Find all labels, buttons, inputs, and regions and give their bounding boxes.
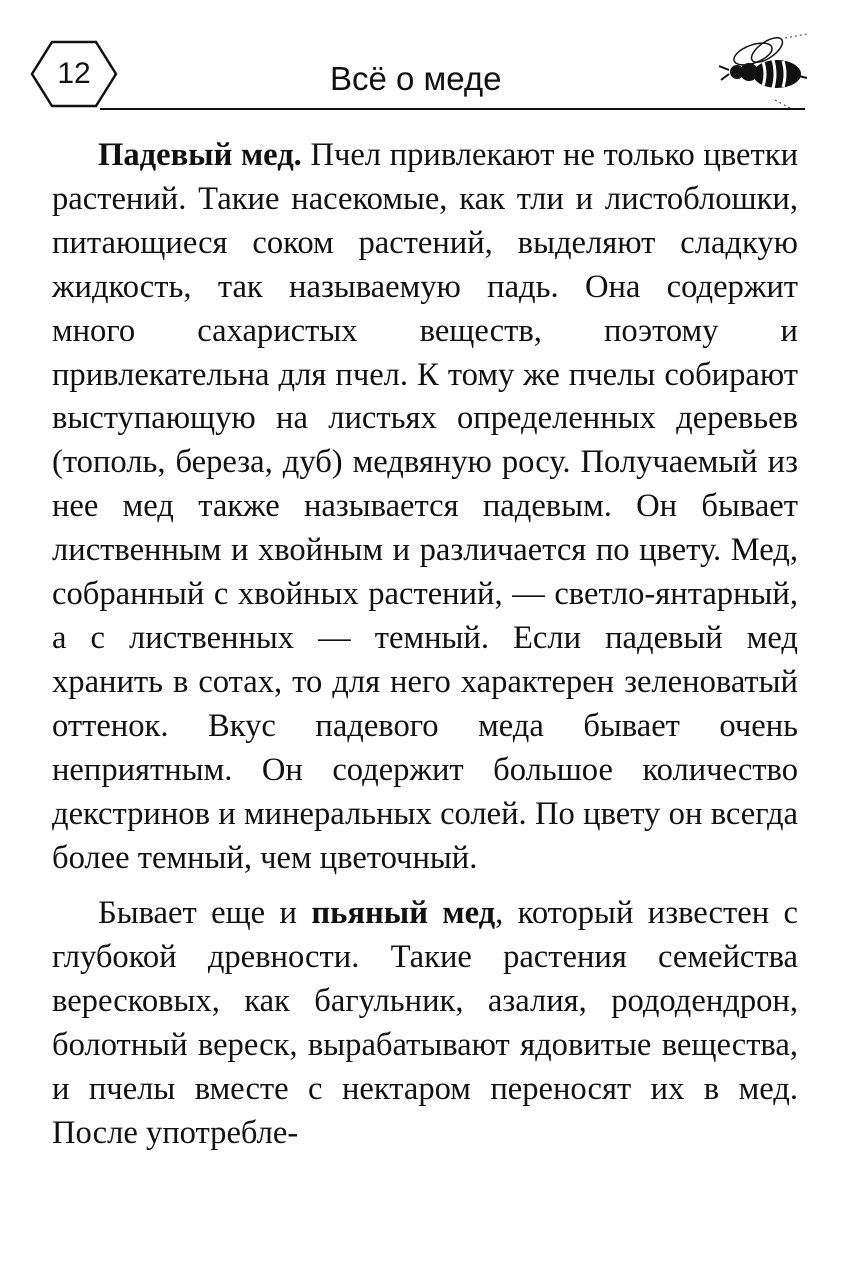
main-text: [52, 134, 798, 1156]
paragraph-padevy-med: [52, 134, 798, 880]
paragraph-lead: Бывает еще и: [98, 895, 312, 932]
paragraph-text: , который известен с глубокой древности. Такие растения семейства вересковых, как багульник, азалия, рододендрон, болотный вереск, вырабатывают ядовитые вещества, и пчелы вместе с нектаром переносят их в мед. После употребле-: [52, 895, 799, 1151]
page-header: [0, 0, 850, 115]
bee-icon: [715, 30, 815, 110]
term-padevy-med: Падевый мед.: [98, 137, 302, 173]
paragraph-pyany-med: [52, 892, 798, 1155]
running-title: Всё о меде: [330, 60, 502, 97]
header-rule: [100, 108, 805, 110]
page-number: 12: [57, 57, 91, 90]
term-pyany-med: пьяный мед: [311, 895, 496, 932]
paragraph-text: Пчел привлекают не только цветки растений. Такие насекомые, как тли и листоблошки, питающиеся соком растений, выделяют сладкую жидкость, так называемую падь. Она содержит много сахаристых веществ, поэтому и привлекательна для пчел. К тому же пчелы собирают выступающую на листьях определенных деревьев (тополь, береза, дуб) медвяную росу. Получаемый из нее мед также называется падевым. Он бывает лиственным и хвойным и различается по цвету. Мед, собранный с хвойных растений, — светло-янтарный, а с лиственных — темный. Если падевый мед хранить в сотах, то для него характерен зеленоватый оттенок. Вкус падевого меда бывает очень неприятным. Он содержит большое количество декстринов и минеральных солей. По цвету он всегда более темный, чем цветочный.: [52, 137, 798, 876]
